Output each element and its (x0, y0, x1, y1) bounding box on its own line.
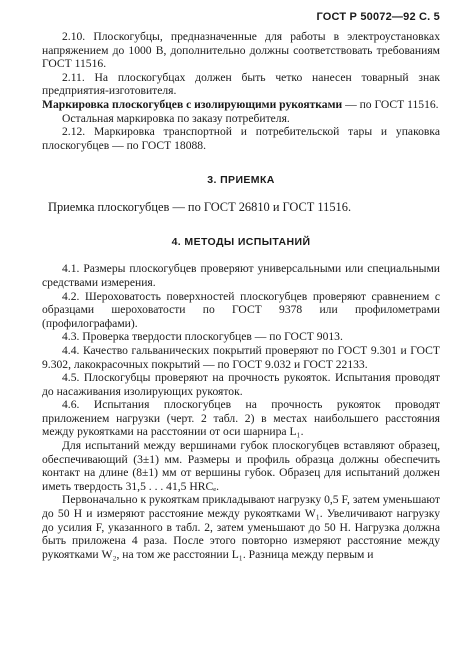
paragraph-4-5: 4.5. Плоскогубцы проверяют на прочность рукояток. Испытания проводят до насаживания изолирующих рукояток. (42, 371, 440, 398)
paragraph-4-4: 4.4. Качество гальванических покрытий проверяют по ГОСТ 9.301 и ГОСТ 9.302, лакокрасочных покрытий — по ГОСТ 9.032 и ГОСТ 22133. (42, 343, 440, 371)
paragraph-other-marking: Остальная маркировка по заказу потребителя. (62, 111, 290, 125)
paragraph-4-6-load: Первоначально к рукояткам прикладывают нагрузку 0,5 F, затем уменьшают до 50 Н и измеряют расстояние между рукоятками W₁. Увеличивают нагрузку до усилия F, указанного в табл. 2, затем уменьшают до 50 Н. Нагрузка должна быть приложена 4 раза. После этого повторно измеряют расстояние между рукоятками W₂, на том же расстоянии L₁. Разница между первым и (42, 493, 440, 561)
page-header: ГОСТ Р 50072—92 С. 5 (316, 11, 440, 23)
marking-rest-text: — по ГОСТ 11516. (342, 97, 439, 111)
paragraph-2-12: 2.12. Маркировка транспортной и потребительской тары и упаковка плоскогубцев — по ГОСТ 18088. (42, 125, 440, 152)
section-3-title: 3. ПРИЕМКА (207, 174, 275, 187)
section-4-title: 4. МЕТОДЫ ИСПЫТАНИЙ (171, 236, 311, 249)
paragraph-2-10: 2.10. Плоскогубцы, предназначенные для работы в электроустановках напряжением до 1000 В, дополнительно должны соответствовать требованиям ГОСТ 11516. (42, 30, 440, 71)
section-3-text: Приемка плоскогубцев — по ГОСТ 26810 и ГОСТ 11516. (48, 200, 352, 215)
paragraph-4-3: 4.3. Проверка твердости плоскогубцев — по ГОСТ 9013. (62, 330, 343, 344)
paragraph-marking (42, 98, 440, 112)
document-body (42, 30, 440, 561)
paragraph-4-6: 4.6. Испытания плоскогубцев на прочность рукояток проводят приложением нагрузки (черт. 2 табл. 2) в местах наибольшего расстояния между рукоятками на расстоянии от оси шарнира L₁. (42, 398, 440, 439)
paragraph-4-6-sample: Для испытаний между вершинами губок плоскогубцев вставляют образец, обеспечивающий (3±1) мм. Размеры и профиль образца должны обеспечить контакт на длине (8±1) мм от вершины губок. Образец для испытаний должен иметь твердость 31,5 . . . 41,5 HRCₑ. (42, 439, 440, 493)
paragraph-2-11: 2.11. На плоскогубцах должен быть четко нанесен товарный знак предприятия-изготовителя. (42, 70, 440, 98)
marking-bold-text: Маркировка плоскогубцев с изолирующими рукоятками (42, 97, 343, 111)
paragraph-4-2: 4.2. Шероховатость поверхностей плоскогубцев проверяют сравнением с образцами шероховатости по ГОСТ 9378 или профилометрами (профилографами). (42, 289, 440, 330)
paragraph-4-1: 4.1. Размеры плоскогубцев проверяют универсальными или специальными средствами измерения. (42, 262, 440, 289)
